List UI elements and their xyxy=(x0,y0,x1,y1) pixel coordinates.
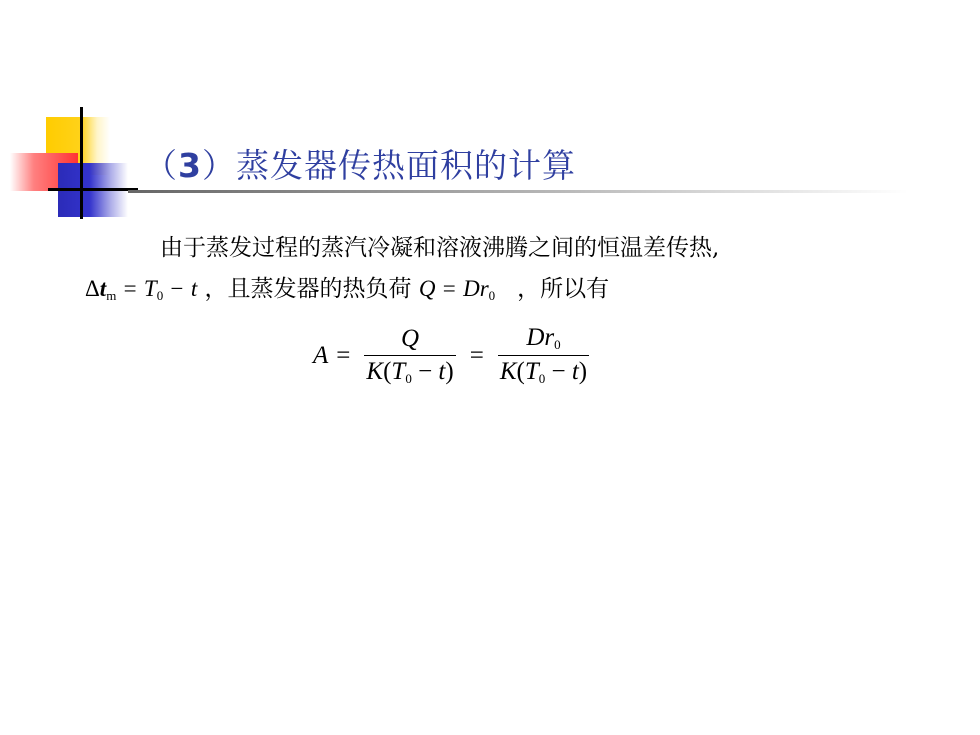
numerator-r: r xyxy=(544,324,555,351)
fraction-2-denominator xyxy=(498,355,589,387)
den2-T: T xyxy=(524,358,539,385)
den-K: K xyxy=(366,357,384,385)
title-open-paren: （ xyxy=(144,146,178,185)
minus-sign: − xyxy=(170,276,184,301)
den-t: t xyxy=(438,357,446,385)
line2-end-text: ，所以有 xyxy=(517,276,610,302)
numerator-subscript-0: 0 xyxy=(554,337,561,352)
horizontal-line-decoration xyxy=(48,188,138,191)
var-D: D xyxy=(463,276,480,301)
var-Q: Q xyxy=(418,276,436,301)
equals-sign-2: = xyxy=(442,276,456,301)
fraction-1-denominator xyxy=(364,355,455,387)
formula-equals-2: = xyxy=(469,341,484,369)
title-number: 3 xyxy=(178,146,202,185)
den2-t: t xyxy=(571,358,579,385)
subscript-0: 0 xyxy=(156,288,164,303)
title-underline xyxy=(128,190,908,193)
den2-lparen: ( xyxy=(516,358,525,385)
subscript-m: m xyxy=(106,288,117,303)
den2-minus: − xyxy=(551,358,566,385)
den-subscript-0: 0 xyxy=(405,370,412,386)
title-close-paren: ） xyxy=(201,146,236,185)
title-text: 蒸发器传热面积的计算 xyxy=(235,146,576,185)
var-t-2: t xyxy=(190,276,198,301)
fraction-1-numerator xyxy=(399,325,421,355)
slide-title xyxy=(144,140,576,187)
formula-A: A xyxy=(313,341,329,369)
den-lparen: ( xyxy=(383,357,392,385)
equals-sign: = xyxy=(123,276,137,301)
line2-middle-text: ，且蒸发器的热负荷 xyxy=(204,276,412,302)
paragraph-line-1: 由于蒸发过程的蒸汽冷凝和溶液沸腾之间的恒温差传热, xyxy=(160,235,720,261)
var-r: r xyxy=(479,276,489,301)
den2-subscript-0: 0 xyxy=(538,371,546,386)
fraction-2 xyxy=(498,324,589,387)
den-T: T xyxy=(391,357,406,385)
paragraph-line-2 xyxy=(85,270,609,304)
subscript-0-2: 0 xyxy=(488,288,496,303)
var-T: T xyxy=(143,276,157,301)
numerator-D: D xyxy=(526,324,545,351)
fraction-2-numerator xyxy=(524,324,562,355)
formula-equals-1: = xyxy=(336,341,351,369)
den-minus: − xyxy=(418,357,433,385)
area-formula xyxy=(313,318,595,393)
vertical-line-decoration xyxy=(80,107,83,219)
var-t: t xyxy=(99,276,107,301)
den-rparen: ) xyxy=(445,357,454,385)
den2-rparen: ) xyxy=(578,358,588,385)
delta-symbol: Δ xyxy=(85,276,100,301)
fraction-1 xyxy=(364,325,455,387)
den2-K: K xyxy=(499,358,517,385)
numerator-Q: Q xyxy=(401,324,420,352)
